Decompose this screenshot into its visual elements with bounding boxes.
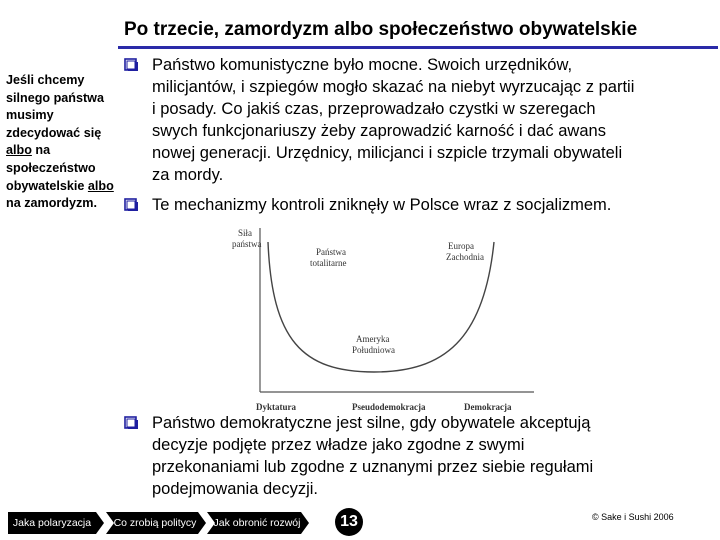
bullet-line: decyzje podjęte przez władze jako zgodne z swymi (152, 436, 525, 454)
side-note-line: silnego państwa (6, 90, 104, 105)
bullet-communist-state (124, 54, 704, 186)
side-note-line: społeczeństwo (6, 160, 96, 175)
bullet-line: nowej generacji. Urzędnicy, milicjanci i szpicle trzymali obywateli (152, 144, 623, 162)
totalitarian-label: Państwa (316, 247, 346, 257)
nav-button-protect-growth[interactable] (207, 512, 309, 534)
checkbox-bullet-icon (124, 416, 139, 429)
western-europe-label: Europa (448, 241, 474, 251)
side-note-line (6, 142, 126, 160)
south-america-label: Południowa (352, 345, 396, 355)
bullet-line: i posady. Co jakiś czas, przeprowadzało czystki w szeregach (152, 100, 596, 118)
bullet-line: swych funkcjonariuszy żeby zaprowadzić karność i dać awans (152, 122, 606, 140)
side-note-text: na (31, 143, 51, 158)
nav-button-polarization[interactable] (8, 512, 104, 534)
western-europe-label: Zachodnia (446, 252, 484, 262)
x-label-pseudodemocracy: Pseudodemokracja (352, 402, 426, 412)
bullet-line: Państwo demokratyczne jest silne, gdy obywatele akceptują (152, 414, 591, 432)
bullet-line: przekonaniami lub zgodne z uznanymi przez siebie regułami (152, 458, 594, 476)
side-note-line: musimy (6, 108, 54, 123)
bullet-text (152, 412, 593, 500)
underlined-word: albo (6, 143, 32, 158)
underlined-word: albo (87, 178, 114, 193)
bullet-line: za mordy. (152, 166, 224, 184)
state-strength-diagram (222, 220, 542, 415)
y-axis-label: państwa (232, 239, 262, 249)
totalitarian-label: totalitarne (310, 258, 347, 268)
page-number-badge: 13 (335, 508, 363, 536)
side-note-line: na zamordyzm. (6, 196, 97, 211)
bullet-democratic-state (124, 412, 704, 500)
nav-button-label: Jaka polaryzacja (12, 517, 92, 529)
south-america-label: Ameryka (356, 334, 390, 344)
bullet-text (152, 54, 634, 186)
checkbox-bullet-icon (124, 198, 139, 211)
title-underline (118, 46, 718, 49)
x-label-dictatorship: Dyktatura (256, 402, 296, 412)
bullet-line: Państwo komunistyczne było mocne. Swoich urzędników, (152, 56, 573, 74)
side-note-text: obywatelskie (6, 178, 88, 193)
side-note-line: Jeśli chcemy (6, 73, 85, 87)
bullet-control-mechanisms (124, 194, 704, 216)
x-label-democracy: Demokracja (464, 402, 512, 412)
nav-button-label: Jak obronić rozwój (213, 517, 301, 529)
side-note-line (6, 178, 126, 196)
bullet-line: milicjantów, i szpiegów mogło skazać na niebyt wyrzucając z partii (152, 78, 635, 96)
y-axis-label: Siła (238, 228, 253, 238)
nav-button-label: Co zrobią politycy (113, 517, 197, 529)
copyright-text: © Sake i Sushi 2006 (592, 512, 674, 522)
nav-button-politicians[interactable] (106, 512, 206, 534)
slide-title: Po trzecie, zamordyzm albo społeczeństwo obywatelskie (124, 19, 638, 40)
bullet-line: podejmowania decyzji. (152, 480, 319, 498)
side-note-line: zdecydować się (6, 125, 102, 140)
bullet-text: Te mechanizmy kontroli zniknęły w Polsce wraz z socjalizmem. (152, 196, 612, 214)
checkbox-bullet-icon (124, 58, 139, 71)
side-note (6, 72, 126, 213)
